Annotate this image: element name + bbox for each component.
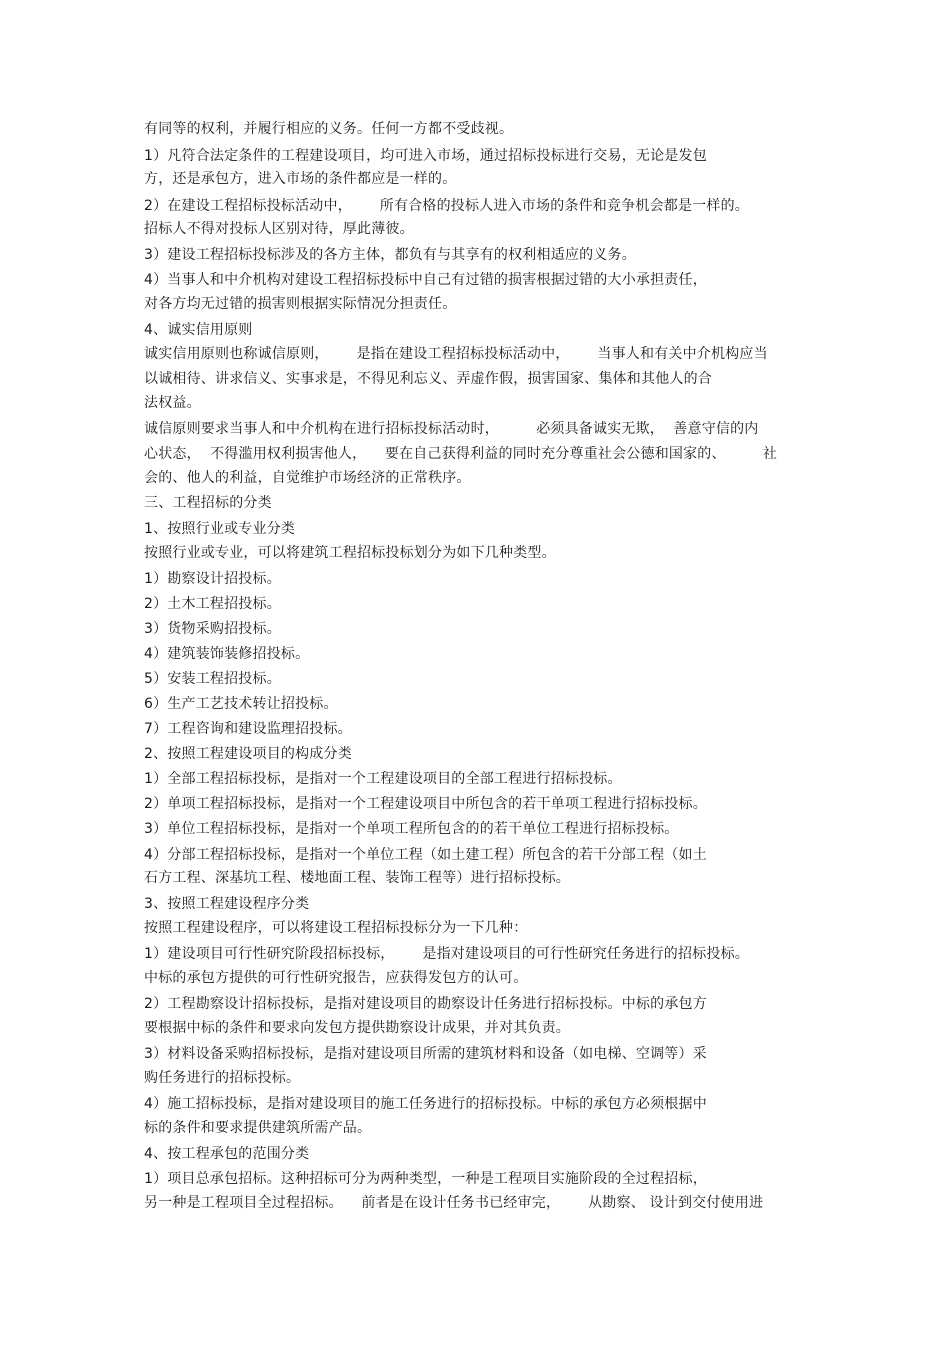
section-heading: 1、按照行业或专业分类 xyxy=(144,521,296,537)
text-line: 法权益。 xyxy=(144,395,201,411)
text-line: 标的条件和要求提供建筑所需产品。 xyxy=(144,1120,372,1136)
text-line: 诚信原则要求当事人和中介机构在进行招标投标活动时， 必须具备诚实无欺， 善意守信的内 xyxy=(144,421,759,437)
text-line: 会的、他人的利益，自觉维护市场经济的正常秩序。 xyxy=(144,470,471,486)
text-line: 方，还是承包方，进入市场的条件都应是一样的。 xyxy=(144,171,457,187)
list-item: 2）土木工程招投标。 xyxy=(144,596,281,612)
section-heading: 2、按照工程建设项目的构成分类 xyxy=(144,746,352,762)
text-line: 按照行业或专业，可以将建筑工程招标投标划分为如下几种类型。 xyxy=(144,545,556,561)
text-line: 中标的承包方提供的可行性研究报告，应获得发包方的认可。 xyxy=(144,970,528,986)
list-item: 2）工程勘察设计招标投标，是指对建设项目的勘察设计任务进行招标投标。中标的承包方 xyxy=(144,996,707,1012)
text-line: 对各方均无过错的损害则根据实际情况分担责任。 xyxy=(144,296,457,312)
text-line: 购任务进行的招标投标。 xyxy=(144,1070,301,1086)
text-line: 要根据中标的条件和要求向发包方提供勘察设计成果，并对其负责。 xyxy=(144,1020,570,1036)
text-line: 2）在建设工程招标投标活动中， 所有合格的投标人进入市场的条件和竞争机会都是一样的。 xyxy=(144,198,750,214)
text-line: 按照工程建设程序，可以将建设工程招标投标分为一下几种： xyxy=(144,920,528,936)
text-line: 4）当事人和中介机构对建设工程招标投标中自己有过错的损害根据过错的大小承担责任， xyxy=(144,272,707,288)
text-line: 1）凡符合法定条件的工程建设项目，均可进入市场，通过招标投标进行交易，无论是发包 xyxy=(144,148,707,164)
list-item: 1）建设项目可行性研究阶段招标投标， 是指对建设项目的可行性研究任务进行的招标投标。 xyxy=(144,946,750,962)
text-line: 有同等的权利，并履行相应的义务。任何一方都不受歧视。 xyxy=(144,121,514,137)
text-line: 石方工程、深基坑工程、楼地面工程、装饰工程等）进行招标投标。 xyxy=(144,870,570,886)
text-line: 3）建设工程招标投标涉及的各方主体，都负有与其享有的权利相适应的义务。 xyxy=(144,247,636,263)
list-item: 5）安装工程招投标。 xyxy=(144,671,281,687)
list-item: 3）单位工程招标投标，是指对一个单项工程所包含的的若干单位工程进行招标投标。 xyxy=(144,821,679,837)
list-item: 7）工程咨询和建设监理招投标。 xyxy=(144,721,352,737)
list-item: 1）全部工程招标投标，是指对一个工程建设项目的全部工程进行招标投标。 xyxy=(144,771,622,787)
section-heading: 4、诚实信用原则 xyxy=(144,322,253,338)
list-item: 3）货物采购招投标。 xyxy=(144,621,281,637)
section-heading: 4、按工程承包的范围分类 xyxy=(144,1146,310,1162)
text-line: 招标人不得对投标人区别对待，厚此薄彼。 xyxy=(144,221,414,237)
text-line: 心状态， 不得滥用权利损害他人， 要在自己获得利益的同时充分尊重社会公德和国家的、 社 xyxy=(144,446,778,462)
list-item: 3）材料设备采购招标投标，是指对建设项目所需的建筑材料和设备（如电梯、空调等）采 xyxy=(144,1046,707,1062)
section-heading: 三、工程招标的分类 xyxy=(144,495,272,511)
list-item: 1）勘察设计招投标。 xyxy=(144,571,281,587)
section-heading: 3、按照工程建设程序分类 xyxy=(144,896,310,912)
list-item: 2）单项工程招标投标，是指对一个工程建设项目中所包含的若干单项工程进行招标投标。 xyxy=(144,796,707,812)
text-line: 以诚相待、讲求信义、实事求是，不得见利忘义、弄虚作假，损害国家、集体和其他人的合 xyxy=(144,371,712,387)
text-line: 另一种是工程项目全过程招标。 前者是在设计任务书已经审完， 从勘察、 设计到交付使用进 xyxy=(144,1195,764,1211)
list-item: 4）施工招标投标，是指对建设项目的施工任务进行的招标投标。中标的承包方必须根据中 xyxy=(144,1096,707,1112)
list-item: 1）项目总承包招标。这种招标可分为两种类型，一种是工程项目实施阶段的全过程招标， xyxy=(144,1171,707,1187)
list-item: 4）建筑装饰装修招投标。 xyxy=(144,646,310,662)
list-item: 6）生产工艺技术转让招投标。 xyxy=(144,696,338,712)
list-item: 4）分部工程招标投标，是指对一个单位工程（如土建工程）所包含的若干分部工程（如土 xyxy=(144,847,707,863)
text-line: 诚实信用原则也称诚信原则， 是指在建设工程招标投标活动中， 当事人和有关中介机构应当 xyxy=(144,346,768,362)
